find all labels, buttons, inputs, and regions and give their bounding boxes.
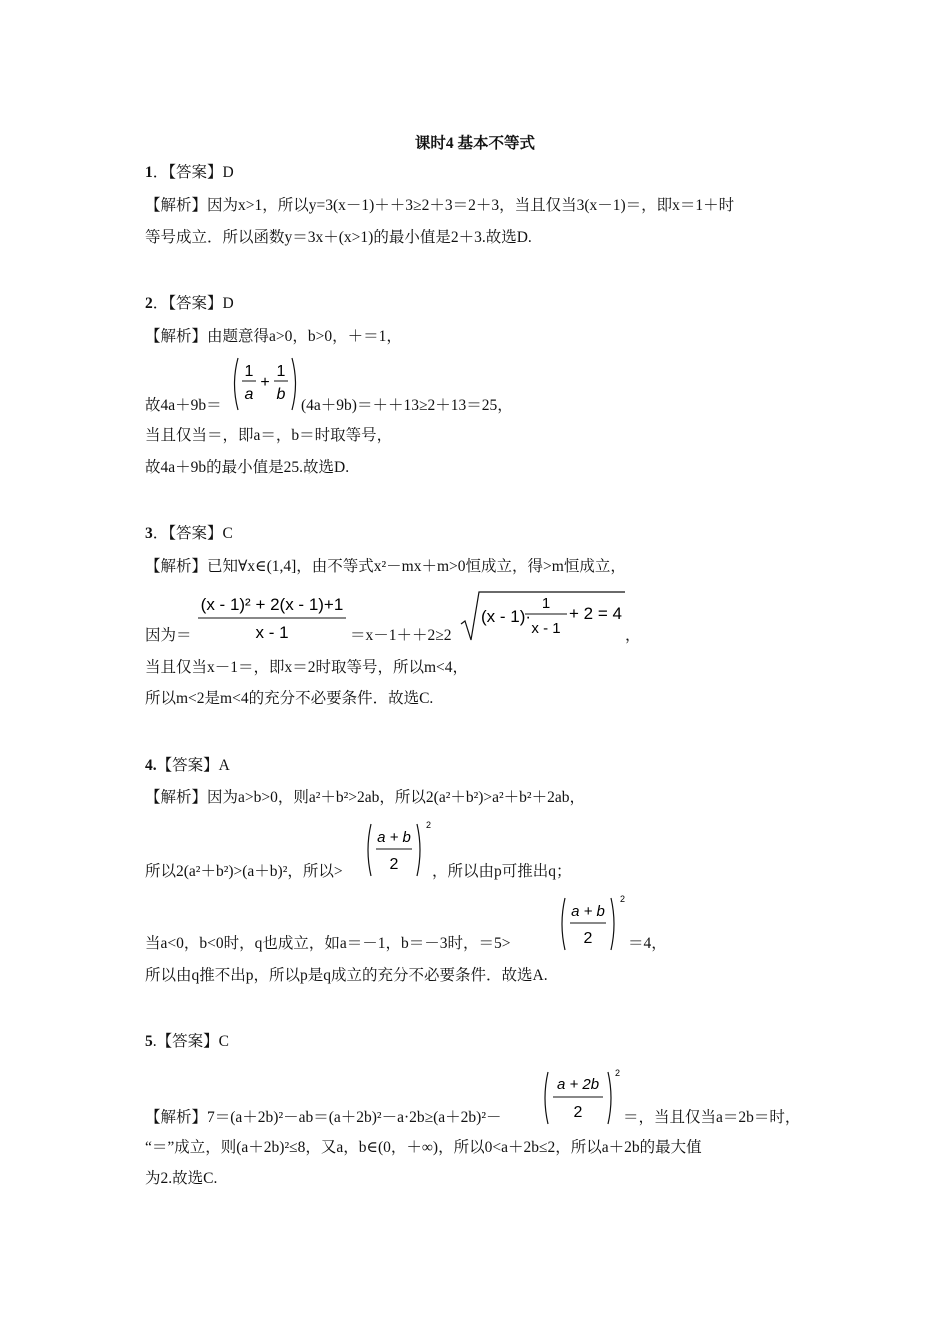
problem-4-explanation-line-2b: ，所以由p可推出q；: [432, 863, 572, 880]
formula-sqrt: [459, 588, 625, 644]
problem-2-explanation-line-4: 故4a＋9b的最小值是25.故选D.: [145, 459, 350, 476]
formula-fraction-big: [196, 588, 348, 644]
problem-3-explanation-line-1: 【解析】已知∀x∈(1,4]，由不等式x²－mx＋m>0恒成立，得>m恒成立，: [145, 558, 626, 575]
formula-3-denominator: x - 1: [255, 623, 289, 642]
formula-half-sum-squared-3: [541, 1066, 623, 1126]
formula-half-sum-squared-2: [558, 892, 628, 952]
formula-4-numerator: a + b: [377, 829, 411, 846]
problem-2-explanation-line-3: 当且仅当＝，即a＝，b＝时取等号，: [145, 427, 393, 444]
problem-1-explanation-line-2: 等号成立．所以函数y＝3x＋(x>1)的最小值是2＋3.故选D.: [145, 229, 532, 246]
problem-3-explanation-line-3: 当且仅当x－1＝，即x＝2时取等号，所以m<4，: [145, 659, 469, 676]
problem-3-explanation-line-2c: ，: [625, 627, 641, 644]
formula-2-numerator-2: 1: [276, 363, 286, 380]
formula-2-numerator-1: 1: [244, 363, 254, 380]
formula-2-denominator-1: a: [244, 386, 254, 403]
problem-4-explanation-line-1: 【解析】因为a>b>0，则a²＋b²>2ab，所以2(a²＋b²)>a²＋b²＋2ab，: [145, 789, 585, 806]
problem-5-explanation-line-1a: 【解析】7＝(a＋2b)²－ab＝(a＋2b)²－a·2b≥(a＋2b)²－: [145, 1109, 502, 1126]
formula-4b-exponent: 2: [620, 894, 626, 904]
problem-4-explanation-line-3a: 当a<0，b<0时，q也成立，如a＝－1，b＝－3时，＝5>: [145, 935, 511, 952]
formula-5-denominator: 2: [573, 1104, 583, 1121]
formula-4b-denominator: 2: [583, 930, 593, 947]
problem-5-explanation-line-1b: ＝，当且仅当a＝2b＝时，: [623, 1109, 801, 1126]
problem-4-explanation-line-3b: ＝4，: [628, 935, 667, 952]
problem-3-explanation-line-4: 所以m<2是m<4的充分不必要条件．故选C.: [145, 690, 434, 707]
formula-3-numerator: (x - 1)² + 2(x - 1)+1: [200, 595, 344, 614]
formula-2-denominator-2: b: [276, 386, 286, 403]
page-title: 课时4 基本不等式: [414, 135, 536, 152]
problem-3-explanation-line-2b: ＝x－1＋＋2≥2: [350, 627, 452, 644]
problem-1-explanation-line-1: 【解析】因为x>1，所以y=3(x－1)＋＋3≥2＋3＝2＋3，当且仅当3(x－1)＝，即x＝1＋时: [145, 197, 735, 214]
formula-3-sqrt-numerator: 1: [541, 595, 551, 612]
formula-2-plus: +: [260, 374, 270, 391]
formula-half-sum-squared-1: [364, 818, 434, 878]
formula-3-sqrt-left: (x - 1)·: [481, 607, 532, 626]
formula-3-sqrt-right: + 2 = 4: [569, 604, 622, 623]
problem-4-explanation-line-2a: 所以2(a²＋b²)>(a＋b)²，所以>: [145, 863, 343, 880]
problem-2-explanation-line-2b: (4a＋9b)＝＋＋13≥2＋13＝25，: [301, 397, 513, 414]
problem-1-answer: 1．【答案】D: [145, 164, 234, 181]
formula-reciprocal-sum: [230, 356, 300, 412]
problem-3-explanation-line-2a: 因为＝: [145, 627, 192, 644]
problem-2-explanation-line-2a: 故4a＋9b＝: [145, 397, 222, 414]
formula-4-exponent: 2: [426, 820, 432, 830]
problem-2-answer: 2．【答案】D: [145, 295, 234, 312]
formula-4-denominator: 2: [389, 856, 399, 873]
problem-4-explanation-line-4: 所以由q推不出p，所以p是q成立的充分不必要条件．故选A.: [145, 967, 548, 984]
problem-5-explanation-line-2: “＝”成立，则(a＋2b)²≤8，又a，b∈(0，＋∞)，所以0<a＋2b≤2，所以a＋2b的最大值: [145, 1139, 702, 1156]
problem-4-answer: 4.【答案】A: [145, 757, 230, 774]
formula-3-sqrt-denominator: x - 1: [531, 620, 561, 637]
formula-5-exponent: 2: [615, 1068, 621, 1078]
formula-5-numerator: a + 2b: [556, 1076, 600, 1093]
formula-4b-numerator: a + b: [571, 903, 605, 920]
problem-2-explanation-line-1: 【解析】由题意得a>0，b>0，＋＝1，: [145, 328, 402, 345]
problem-5-answer: 5.【答案】C: [145, 1033, 229, 1050]
problem-5-explanation-line-3: 为2.故选C.: [145, 1170, 218, 1187]
problem-3-answer: 3．【答案】C: [145, 525, 233, 542]
